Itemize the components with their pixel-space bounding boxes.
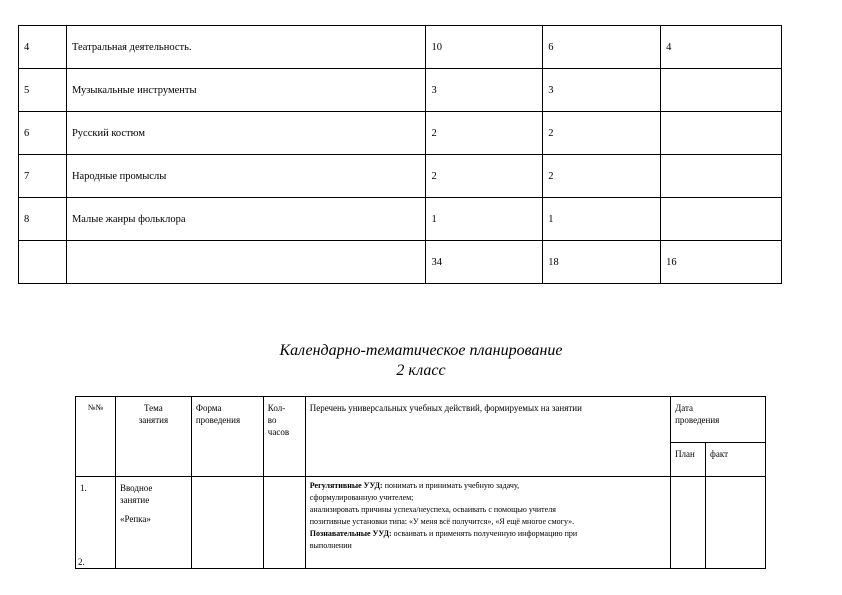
header-row (76, 397, 766, 443)
row-theory-hours: 2 (543, 112, 661, 155)
uud-regulative-text: понимать и принимать учебную задачу, (382, 481, 520, 490)
header-form-line2: проведения (195, 415, 241, 425)
uud-cognitive-text: осваивать и применять полученную информацию при (391, 529, 578, 538)
lesson-topic-line2: занятие (119, 495, 150, 505)
row-total-hours: 2 (426, 155, 543, 198)
row-total-hours: 3 (426, 69, 543, 112)
row-practice-hours (661, 155, 782, 198)
uud-cognitive-label: Познавательные УУД: (309, 529, 392, 538)
uud-line-3: анализировать причины успеха/неуспеха, осваивать с помощью учителя (309, 505, 556, 514)
uud-line-6: выполнении (309, 541, 352, 550)
header-topic-line1: Тема (144, 403, 163, 413)
total-hours: 34 (426, 241, 543, 284)
lesson-number-2: 2. (78, 557, 85, 567)
lesson-number-1: 1. (80, 483, 87, 493)
total-row (19, 241, 782, 284)
lesson-number (76, 477, 116, 569)
row-practice-hours: 4 (661, 26, 782, 69)
lesson-topic (115, 477, 191, 569)
row-topic: Музыкальные инструменты (66, 69, 426, 112)
header-hours-line3: часов (267, 427, 290, 437)
row-practice-hours (661, 198, 782, 241)
row-topic: Русский костюм (66, 112, 426, 155)
calendar-table (75, 396, 766, 569)
table-row (19, 112, 782, 155)
table-row (19, 198, 782, 241)
uud-line-1 (310, 480, 666, 492)
header-uud: Перечень универсальных учебных действий, формируемых на занятии (305, 397, 670, 477)
lesson-fact-date (706, 477, 766, 569)
header-number: №№ (76, 397, 116, 477)
header-date-line2: проведения (675, 415, 720, 425)
summary-table (18, 25, 782, 284)
row-theory-hours: 2 (543, 155, 661, 198)
grade-subtitle: 2 класс (396, 362, 446, 379)
table-row (19, 69, 782, 112)
lesson-hours (263, 477, 305, 569)
lesson-row (76, 477, 766, 569)
header-hours (263, 397, 305, 477)
uud-line-5 (310, 528, 666, 540)
row-practice-hours (661, 69, 782, 112)
row-number: 5 (19, 69, 67, 112)
row-total-hours: 10 (426, 26, 543, 69)
lesson-topic-line3: «Репка» (119, 514, 151, 524)
row-topic: Малые жанры фольклора (66, 198, 426, 241)
table-row (19, 155, 782, 198)
lesson-form (191, 477, 263, 569)
header-date-line1: Дата (675, 403, 694, 413)
uud-line-2: сформулированную учителем; (309, 493, 414, 502)
row-theory-hours: 6 (543, 26, 661, 69)
section-title: Календарно-тематическое планирование (279, 342, 563, 359)
row-number: 4 (19, 26, 67, 69)
row-practice-hours (661, 112, 782, 155)
header-form (191, 397, 263, 477)
uud-line-4: позитивные установки типа: «У меня всё получится», «Я ещё многое смогу». (309, 517, 575, 526)
header-date (671, 397, 766, 443)
row-topic (66, 241, 426, 284)
header-plan: План (671, 443, 706, 477)
header-fact: факт (706, 443, 766, 477)
uud-regulative-label: Регулятивные УУД: (309, 481, 383, 490)
lesson-topic-line1: Вводное (119, 483, 153, 493)
table-row (19, 26, 782, 69)
row-number (19, 241, 67, 284)
row-topic: Народные промыслы (66, 155, 426, 198)
row-number: 6 (19, 112, 67, 155)
header-hours-line1: Кол- (267, 403, 286, 413)
total-practice-hours: 16 (661, 241, 782, 284)
total-theory-hours: 18 (543, 241, 661, 284)
row-theory-hours: 3 (543, 69, 661, 112)
lesson-plan-date (671, 477, 706, 569)
lesson-topic-spacer (120, 506, 187, 513)
row-theory-hours: 1 (543, 198, 661, 241)
row-topic: Театральная деятельность. (66, 26, 426, 69)
header-topic (115, 397, 191, 477)
row-number: 7 (19, 155, 67, 198)
header-hours-line2: во (267, 415, 277, 425)
row-total-hours: 1 (426, 198, 543, 241)
header-topic-line2: занятия (138, 415, 169, 425)
lesson-uud (305, 477, 670, 569)
row-total-hours: 2 (426, 112, 543, 155)
header-form-line1: Форма (195, 403, 222, 413)
row-number: 8 (19, 198, 67, 241)
